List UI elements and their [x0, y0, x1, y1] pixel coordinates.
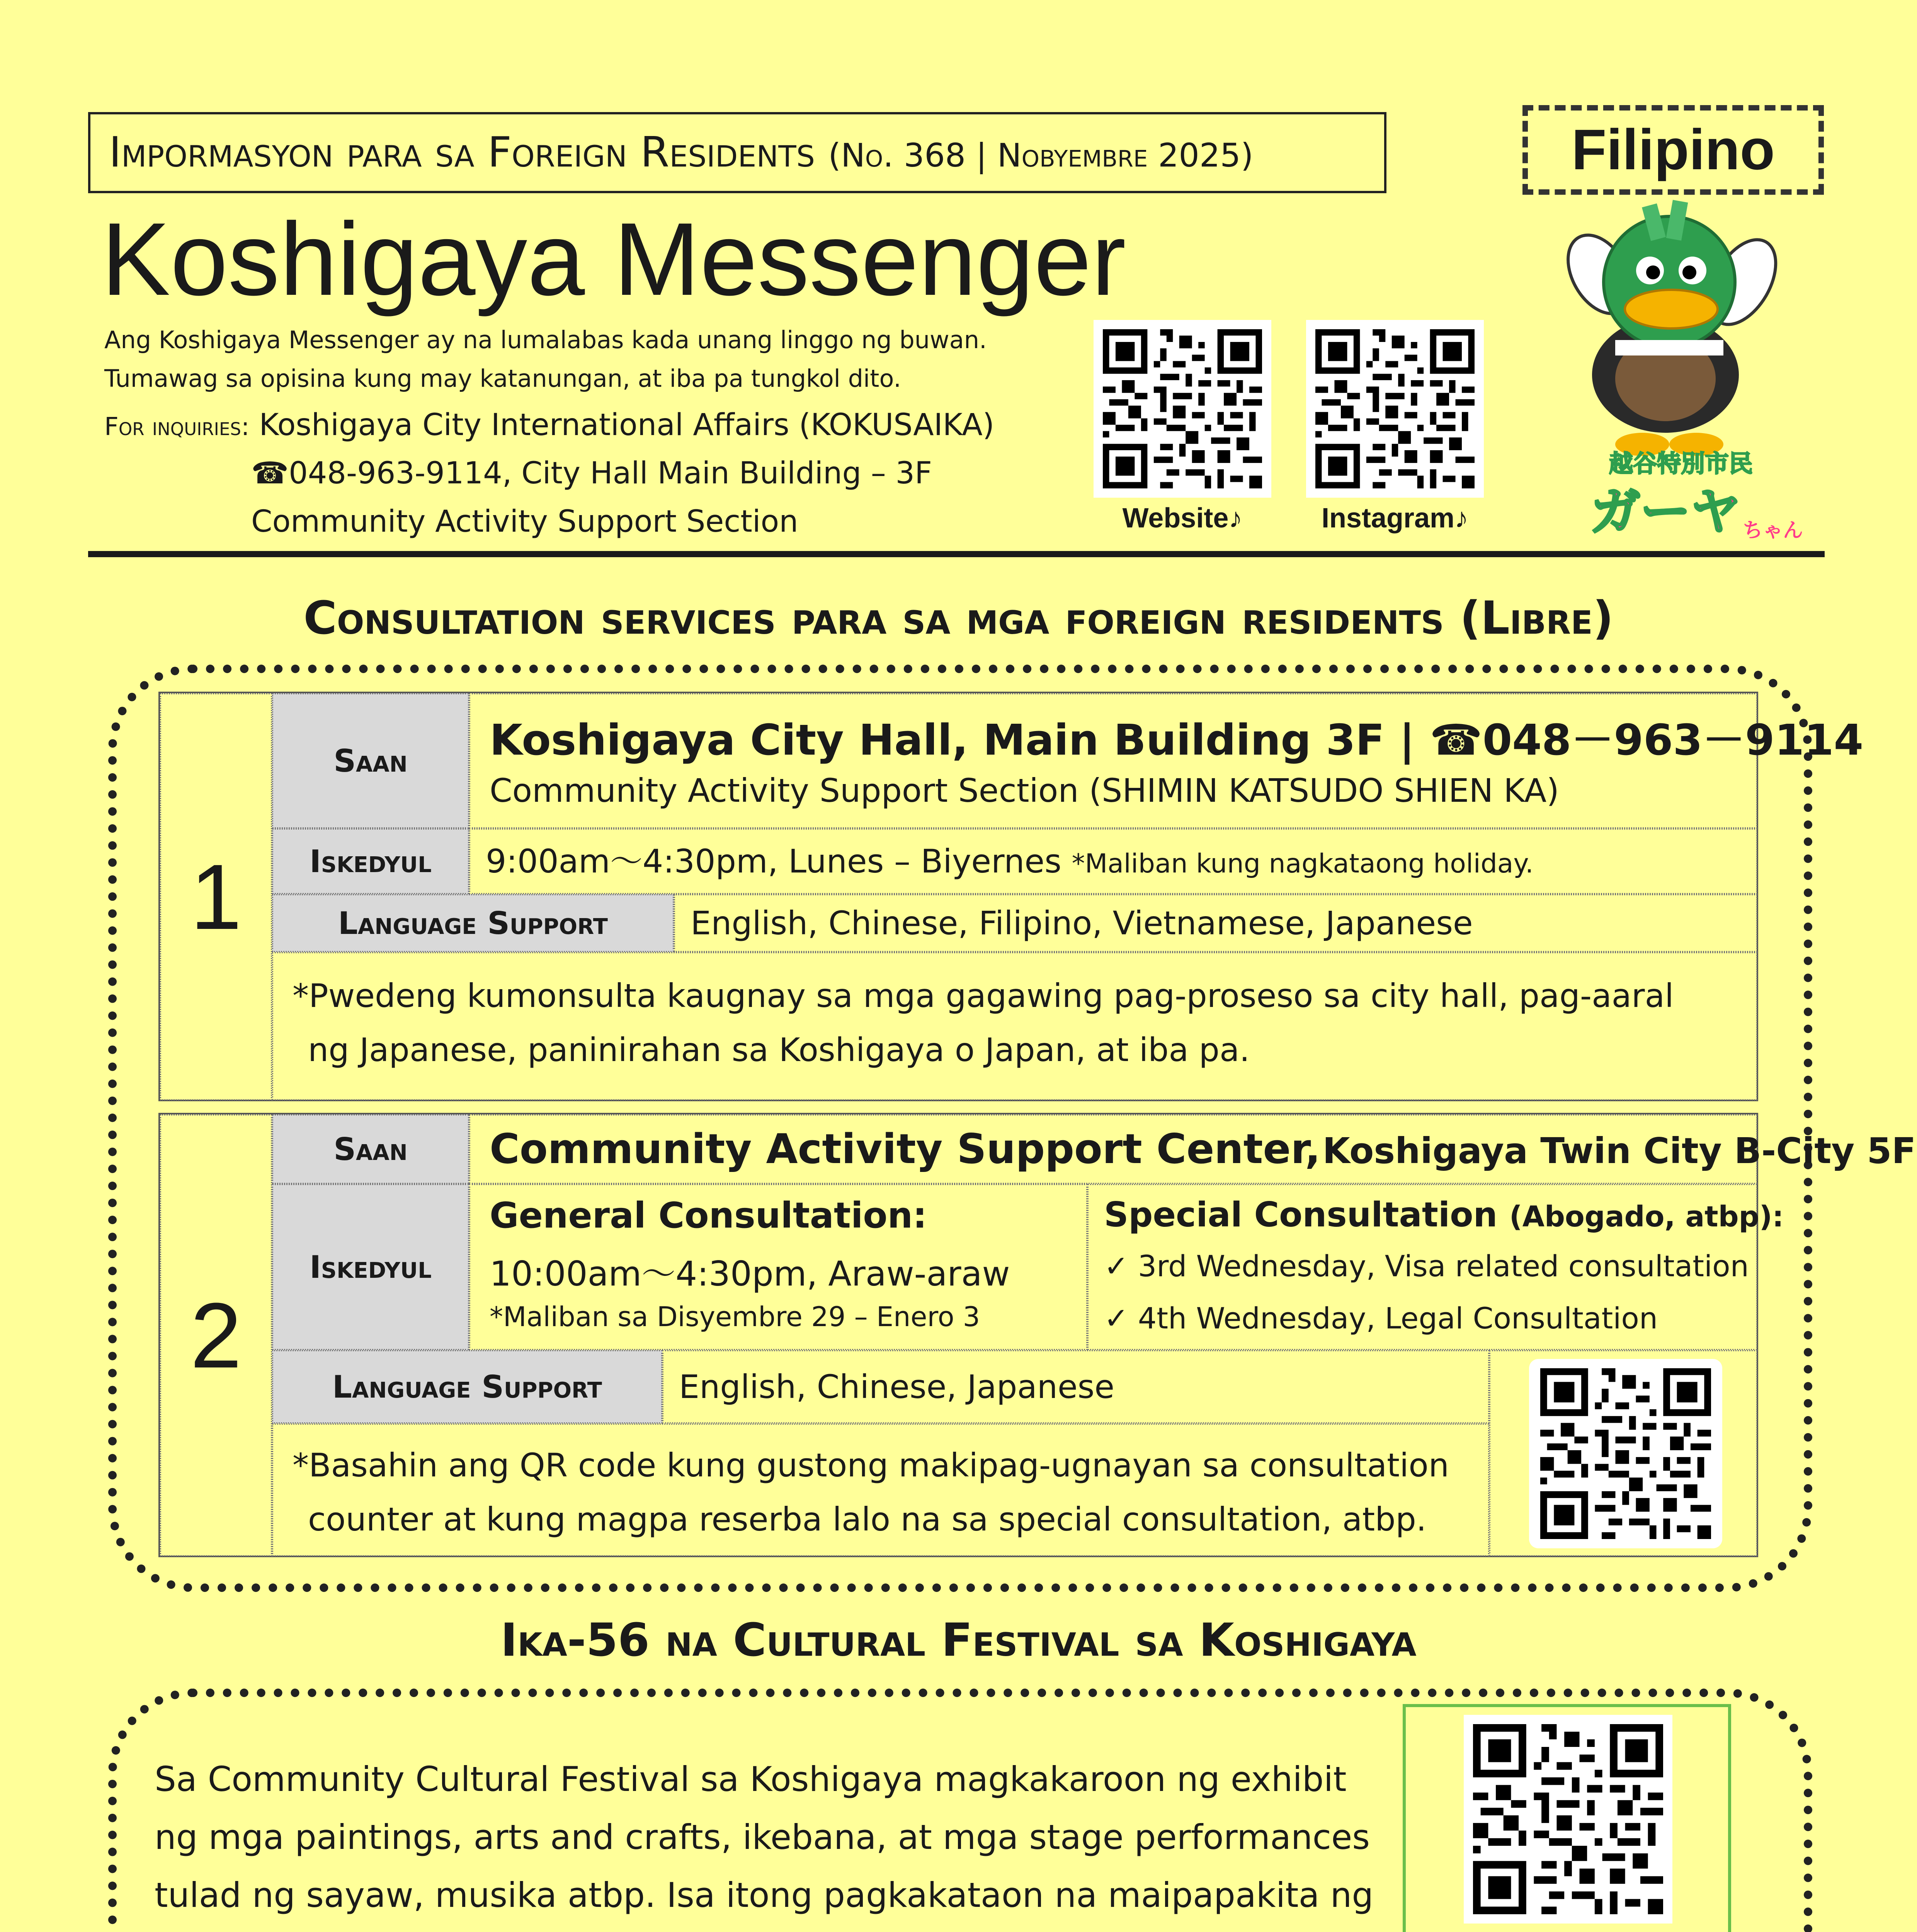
- service-2-general-title: General Consultation:: [490, 1195, 927, 1236]
- header-divider: [88, 551, 1825, 557]
- service-2-special-item-2: ✓ 4th Wednesday, Legal Consultation: [1104, 1301, 1658, 1335]
- service-1-note-line-1: *Pwedeng kumonsulta kaugnay sa mga gagawing pag-proseso sa city hall, pag-aaral: [293, 977, 1674, 1015]
- service-1-where-sub: Community Activity Support Section (SHIMIN KATSUDO SHIEN KA): [490, 772, 1559, 810]
- issue-number: (No. 368 | Nobyembre 2025): [828, 136, 1254, 174]
- service-2-note-line-2: counter at kung magpa reserba lalo na sa special consultation, atbp.: [308, 1500, 1427, 1538]
- page-title: Koshigaya Messenger: [101, 201, 1126, 317]
- service-1-schedule-note: *Maliban kung nagkataong holiday.: [1072, 849, 1534, 879]
- service-2-note: [272, 1423, 1489, 1556]
- service-2-where-place: Koshigaya Twin City B-City 5F: [1322, 1130, 1916, 1172]
- publication-name: Impormasyon para sa Foreign Residents: [109, 128, 815, 177]
- mascot-suffix: ちゃん: [1743, 519, 1803, 542]
- qr-website-label: Website♪: [1122, 503, 1243, 534]
- service-1-card: [158, 692, 1864, 1101]
- festival-description: [155, 1750, 1373, 1932]
- inquiries-office: Koshigaya City International Affairs (KOKUSAIKA): [259, 408, 995, 442]
- qr-icon: [1473, 1724, 1663, 1914]
- service-1-number: 1: [160, 693, 272, 1100]
- qr-code-consultation[interactable]: [1529, 1359, 1722, 1548]
- service-1-schedule-label: Iskedyul: [272, 828, 469, 894]
- service-2-general-time: 10:00am～4:30pm, Araw-araw: [490, 1254, 1010, 1294]
- service-2-note-line-1: *Basahin ang QR code kung gustong makipag-ugnayan sa consultation: [293, 1446, 1449, 1484]
- service-1-where: [469, 693, 1864, 828]
- service-1-where-main: Koshigaya City Hall, Main Building 3F | ☎048－963－9114: [490, 715, 1864, 765]
- inquiries-label: For inquiries:: [104, 413, 250, 441]
- service-2-special-title: Special Consultation: [1104, 1195, 1498, 1235]
- qr-icon: [1103, 329, 1262, 488]
- intro-line-2: Tumawag sa opisina kung may katanungan, at iba pa tungkol dito.: [104, 364, 902, 393]
- qr-code-instagram[interactable]: [1306, 320, 1484, 498]
- qr-icon: [1315, 329, 1475, 488]
- festival-paragraph-line-3: tulad ng sayaw, musika atbp. Isa itong pagkakataon na maipapakita ng: [155, 1875, 1374, 1915]
- service-2-where-main: Community Activity Support Center,: [490, 1125, 1321, 1173]
- qr-instagram-label: Instagram♪: [1321, 503, 1469, 534]
- service-2-where: [469, 1114, 1916, 1184]
- festival-section-title: Ika-56 na Cultural Festival sa Koshigaya: [500, 1613, 1417, 1667]
- service-2-schedule-label: Iskedyul: [272, 1184, 469, 1350]
- inquiries-section: Community Activity Support Section: [251, 504, 798, 539]
- language-label: Filipino: [1522, 105, 1824, 195]
- publication-banner: [88, 112, 1386, 193]
- service-1-where-label: Saan: [272, 693, 469, 828]
- service-2-languages: English, Chinese, Japanese: [662, 1350, 1489, 1423]
- service-2-language-label: Language Support: [272, 1350, 662, 1423]
- service-2-card: [158, 1113, 1916, 1557]
- service-2-special-paren: (Abogado, atbp):: [1509, 1200, 1784, 1233]
- qr-icon: [1538, 1368, 1713, 1539]
- festival-paragraph-line-4: [155, 1924, 1373, 1932]
- service-2-general-note: *Maliban sa Disyembre 29 – Enero 3: [490, 1301, 980, 1333]
- inquiries-phone: ☎048-963-9114, City Hall Main Building – 3F: [251, 456, 932, 491]
- mascot-title: 越谷特別市民: [1609, 449, 1753, 478]
- qr-code-festival[interactable]: [1464, 1715, 1672, 1923]
- intro-line-1: Ang Koshigaya Messenger ay na lumalabas kada unang linggo ng buwan.: [104, 326, 987, 354]
- service-1-schedule-time: 9:00am～4:30pm, Lunes – Biyernes: [486, 842, 1061, 880]
- service-2-special: [1087, 1184, 1784, 1350]
- service-2-qr-cell: [1489, 1350, 1757, 1556]
- service-2-number: 2: [160, 1114, 272, 1556]
- service-2-general: [469, 1184, 1087, 1350]
- festival-qr-frame: [1403, 1704, 1731, 1932]
- inquiries-line: [104, 406, 994, 446]
- service-1-languages: English, Chinese, Filipino, Vietnamese, Japanese: [674, 894, 1757, 952]
- duck-mascot-icon: [1553, 193, 1785, 464]
- mascot-name: ガーヤ: [1590, 482, 1741, 541]
- service-2-special-heading: [1104, 1195, 1784, 1235]
- service-1-note-line-2: ng Japanese, paninirahan sa Koshigaya o Japan, at iba pa.: [308, 1031, 1250, 1069]
- festival-paragraph-line-1: Sa Community Cultural Festival sa Koshigaya magkakaroon ng exhibit: [155, 1759, 1347, 1799]
- festival-paragraph-line-2: ng mga paintings, arts and crafts, ikebana, at mga stage performances: [155, 1817, 1370, 1857]
- mascot-gaya-chan: [1553, 193, 1785, 464]
- service-1-note: [272, 952, 1757, 1100]
- service-2-where-label: Saan: [272, 1114, 469, 1184]
- qr-code-website[interactable]: [1094, 320, 1271, 498]
- service-1-schedule: [469, 828, 1757, 894]
- consultation-section-title: Consultation services para sa mga foreign residents (Libre): [303, 591, 1614, 645]
- service-1-language-label: Language Support: [272, 894, 674, 952]
- service-2-special-item-1: ✓ 3rd Wednesday, Visa related consultation: [1104, 1249, 1749, 1283]
